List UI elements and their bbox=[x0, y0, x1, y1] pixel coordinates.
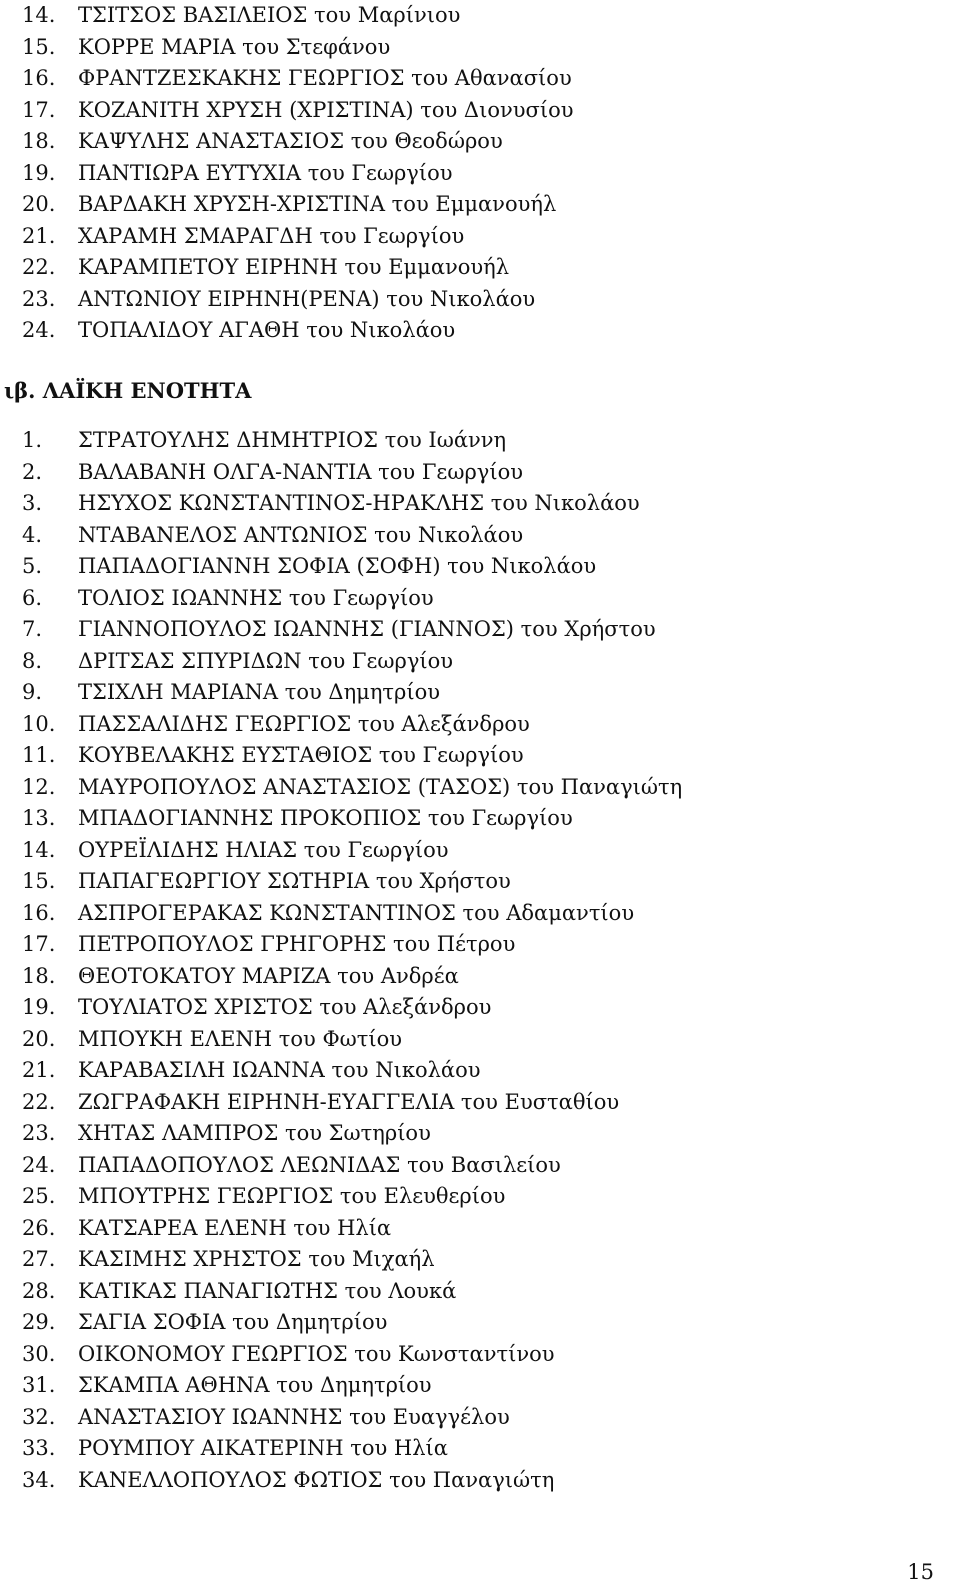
list-item bbox=[22, 221, 922, 253]
list-item bbox=[22, 1087, 922, 1119]
list-item bbox=[22, 1339, 922, 1371]
list-item-number: 24. bbox=[22, 318, 56, 342]
list-item-name: ΓΙΑΝΝΟΠΟΥΛΟΣ ΙΩΑΝΝΗΣ (ΓΙΑΝΝΟΣ) του Χρήστου bbox=[78, 617, 656, 641]
list-item-number: 16. bbox=[22, 900, 56, 925]
list-item-number: 21. bbox=[22, 223, 56, 248]
list-item bbox=[22, 583, 922, 615]
list-item bbox=[22, 992, 922, 1024]
list-item-number: 1. bbox=[22, 428, 43, 452]
list-item bbox=[22, 614, 922, 646]
list-item bbox=[22, 1307, 922, 1339]
list-item-number: 15. bbox=[22, 34, 56, 59]
list-item-name: ΗΣΥΧΟΣ ΚΩΝΣΤΑΝΤΙΝΟΣ-ΗΡΑΚΛΗΣ του Νικολάου bbox=[78, 491, 640, 515]
list-item-name: ΤΣΙΤΣΟΣ ΒΑΣΙΛΕΙΟΣ του Μαρίνιου bbox=[78, 3, 461, 27]
list-item bbox=[22, 740, 922, 772]
list-item bbox=[22, 1433, 922, 1465]
list-item-name: ΠΑΠΑΔΟΓΙΑΝΝΗ ΣΟΦΙΑ (ΣΟΦΗ) του Νικολάου bbox=[78, 554, 597, 578]
list-item bbox=[22, 1402, 922, 1434]
list-item-number: 13. bbox=[22, 806, 56, 830]
list-item bbox=[22, 835, 922, 867]
list-item-name: ΚΟΖΑΝΙΤΗ ΧΡΥΣΗ (ΧΡΙΣΤΙΝΑ) του Διονυσίου bbox=[78, 97, 574, 122]
list-item-number: 17. bbox=[22, 97, 56, 122]
list-item bbox=[22, 63, 922, 95]
candidate-list-previous-section bbox=[22, 0, 922, 347]
list-item-number: 14. bbox=[22, 3, 56, 27]
list-item-number: 2. bbox=[22, 459, 43, 484]
list-item bbox=[22, 457, 922, 489]
list-item bbox=[22, 95, 922, 127]
list-item-name: ΠΕΤΡΟΠΟΥΛΟΣ ΓΡΗΓΟΡΗΣ του Πέτρου bbox=[78, 932, 516, 956]
list-item-number: 20. bbox=[22, 192, 56, 216]
list-item-name: ΔΡΙΤΣΑΣ ΣΠΥΡΙΔΩΝ του Γεωργίου bbox=[78, 648, 454, 673]
list-item bbox=[22, 929, 922, 961]
list-item-name: ΜΠΟΥΤΡΗΣ ΓΕΩΡΓΙΟΣ του Ελευθερίου bbox=[78, 1184, 506, 1208]
list-item-name: ΜΠΟΥΚΗ ΕΛΕΝΗ του Φωτίου bbox=[78, 1026, 403, 1051]
list-item bbox=[22, 1118, 922, 1150]
list-item bbox=[22, 1213, 922, 1245]
list-item-number: 30. bbox=[22, 1341, 56, 1366]
list-item bbox=[22, 0, 922, 32]
list-item-name: ΣΚΑΜΠΑ ΑΘΗΝΑ του Δημητρίου bbox=[78, 1373, 432, 1397]
list-item bbox=[22, 126, 922, 158]
list-item bbox=[22, 898, 922, 930]
list-item-name: ΚΑΡΑΒΑΣΙΛΗ ΙΩΑΝΝΑ του Νικολάου bbox=[78, 1058, 481, 1082]
list-item-number: 14. bbox=[22, 837, 56, 862]
list-item-number: 16. bbox=[22, 66, 56, 90]
list-item bbox=[22, 252, 922, 284]
list-item bbox=[22, 866, 922, 898]
list-item-name: ΠΑΠΑΓΕΩΡΓΙΟΥ ΣΩΤΗΡΙΑ του Χρήστου bbox=[78, 869, 511, 893]
list-item-name: ΚΟΥΒΕΛΑΚΗΣ ΕΥΣΤΑΘΙΟΣ του Γεωργίου bbox=[78, 743, 524, 767]
list-item bbox=[22, 709, 922, 741]
list-item bbox=[22, 646, 922, 678]
list-item-name: ΑΝΤΩΝΙΟΥ ΕΙΡΗΝΗ(ΡΕΝΑ) του Νικολάου bbox=[78, 286, 536, 311]
list-item bbox=[22, 1181, 922, 1213]
list-item-number: 29. bbox=[22, 1310, 56, 1334]
list-item-number: 23. bbox=[22, 1121, 56, 1145]
list-item bbox=[22, 284, 922, 316]
list-item-number: 3. bbox=[22, 491, 43, 515]
list-item-name: ΣΑΓΙΑ ΣΟΦΙΑ του Δημητρίου bbox=[78, 1310, 388, 1334]
list-item-name: ΑΣΠΡΟΓΕΡΑΚΑΣ ΚΩΝΣΤΑΝΤΙΝΟΣ του Αδαμαντίου bbox=[78, 900, 635, 925]
list-item bbox=[22, 315, 922, 347]
list-item-number: 19. bbox=[22, 995, 56, 1019]
list-item bbox=[22, 520, 922, 552]
list-item-number: 6. bbox=[22, 585, 43, 610]
list-item bbox=[22, 803, 922, 835]
list-item-name: ΠΑΠΑΔΟΠΟΥΛΟΣ ΛΕΩΝΙΔΑΣ του Βασιλείου bbox=[78, 1152, 561, 1177]
list-item-name: ΖΩΓΡΑΦΑΚΗ ΕΙΡΗΝΗ-ΕΥΑΓΓΕΛΙΑ του Ευσταθίου bbox=[78, 1089, 620, 1114]
list-item bbox=[22, 189, 922, 221]
list-item-name: ΒΑΡΔΑΚΗ ΧΡΥΣΗ-ΧΡΙΣΤΙΝΑ του Εμμανουήλ bbox=[78, 192, 557, 216]
list-item-name: ΣΤΡΑΤΟΥΛΗΣ ΔΗΜΗΤΡΙΟΣ του Ιωάννη bbox=[78, 428, 507, 452]
list-item-number: 8. bbox=[22, 648, 43, 673]
list-item-number: 20. bbox=[22, 1026, 56, 1051]
list-item-name: ΧΗΤΑΣ ΛΑΜΠΡΟΣ του Σωτηρίου bbox=[78, 1121, 431, 1145]
list-item bbox=[22, 677, 922, 709]
list-item-name: ΤΟΥΛΙΑΤΟΣ ΧΡΙΣΤΟΣ του Αλεξάνδρου bbox=[78, 995, 492, 1019]
list-item-name: ΚΑΨΥΛΗΣ ΑΝΑΣΤΑΣΙΟΣ του Θεοδώρου bbox=[78, 129, 503, 153]
list-item-number: 24. bbox=[22, 1152, 56, 1177]
list-item-number: 22. bbox=[22, 255, 56, 279]
list-item-name: ΜΑΥΡΟΠΟΥΛΟΣ ΑΝΑΣΤΑΣΙΟΣ (ΤΑΣΟΣ) του Παναγιώτη bbox=[78, 774, 683, 799]
list-item bbox=[22, 1465, 922, 1497]
list-item-name: ΤΣΙΧΛΗ ΜΑΡΙΑΝΑ του Δημητρίου bbox=[78, 680, 441, 704]
list-item-name: ΡΟΥΜΠΟΥ ΑΙΚΑΤΕΡΙΝΗ του Ηλία bbox=[78, 1436, 448, 1460]
list-item-name: ΚΑΝΕΛΛΟΠΟΥΛΟΣ ΦΩΤΙΟΣ του Παναγιώτη bbox=[78, 1467, 555, 1492]
list-item-number: 26. bbox=[22, 1215, 56, 1240]
list-item-number: 4. bbox=[22, 522, 43, 547]
list-item-number: 34. bbox=[22, 1467, 56, 1492]
list-item-name: ΝΤΑΒΑΝΕΛΟΣ ΑΝΤΩΝΙΟΣ του Νικολάου bbox=[78, 522, 524, 547]
list-item-name: ΚΑΤΙΚΑΣ ΠΑΝΑΓΙΩΤΗΣ του Λουκά bbox=[78, 1278, 457, 1303]
list-item-number: 10. bbox=[22, 711, 56, 736]
list-item bbox=[22, 1055, 922, 1087]
list-item-number: 15. bbox=[22, 869, 56, 893]
list-item bbox=[22, 32, 922, 64]
list-item-number: 23. bbox=[22, 286, 56, 311]
list-item-number: 28. bbox=[22, 1278, 56, 1303]
list-item-number: 27. bbox=[22, 1247, 56, 1271]
list-item-number: 7. bbox=[22, 617, 43, 641]
list-item bbox=[22, 488, 922, 520]
list-item-number: 18. bbox=[22, 963, 56, 988]
list-item-number: 21. bbox=[22, 1058, 56, 1082]
list-item-name: ΟΥΡΕΪΛΙΔΗΣ ΗΛΙΑΣ του Γεωργίου bbox=[78, 837, 449, 862]
list-item-number: 19. bbox=[22, 160, 56, 185]
list-item bbox=[22, 1276, 922, 1308]
list-item bbox=[22, 1024, 922, 1056]
list-item bbox=[22, 961, 922, 993]
list-item-number: 12. bbox=[22, 774, 56, 799]
list-item-name: ΚΑΤΣΑΡΕΑ ΕΛΕΝΗ του Ηλία bbox=[78, 1215, 392, 1240]
list-item-number: 9. bbox=[22, 680, 43, 704]
list-item bbox=[22, 551, 922, 583]
list-item-name: ΚΟΡΡΕ ΜΑΡΙΑ του Στεφάνου bbox=[78, 34, 391, 59]
list-item-number: 31. bbox=[22, 1373, 56, 1397]
list-item-number: 25. bbox=[22, 1184, 56, 1208]
list-item-number: 22. bbox=[22, 1089, 56, 1114]
list-item-name: ΧΑΡΑΜΗ ΣΜΑΡΑΓΔΗ του Γεωργίου bbox=[78, 223, 465, 248]
list-item-number: 33. bbox=[22, 1436, 56, 1460]
list-item bbox=[22, 158, 922, 190]
list-item-number: 18. bbox=[22, 129, 56, 153]
list-item-name: ΘΕΟΤΟΚΑΤΟΥ ΜΑΡΙΖΑ του Ανδρέα bbox=[78, 963, 459, 988]
list-item-name: ΠΑΣΣΑΛΙΔΗΣ ΓΕΩΡΓΙΟΣ του Αλεξάνδρου bbox=[78, 711, 530, 736]
list-item-name: ΤΟΠΑΛΙΔΟΥ ΑΓΑΘΗ του Νικολάου bbox=[78, 318, 456, 342]
list-item-name: ΒΑΛΑΒΑΝΗ ΟΛΓΑ-ΝΑΝΤΙΑ του Γεωργίου bbox=[78, 459, 523, 484]
list-item-name: ΑΝΑΣΤΑΣΙΟΥ ΙΩΑΝΝΗΣ του Ευαγγέλου bbox=[78, 1404, 510, 1429]
list-item bbox=[22, 772, 922, 804]
list-item bbox=[22, 1370, 922, 1402]
list-item-name: ΚΑΣΙΜΗΣ ΧΡΗΣΤΟΣ του Μιχαήλ bbox=[78, 1247, 435, 1271]
list-item bbox=[22, 1244, 922, 1276]
section-heading: ιβ. ΛΑΪΚΗ ΕΝΟΤΗΤΑ bbox=[4, 378, 252, 403]
list-item-number: 5. bbox=[22, 554, 43, 578]
page-number: 15 bbox=[907, 1560, 934, 1584]
list-item-number: 11. bbox=[22, 743, 56, 767]
list-item-name: ΤΟΛΙΟΣ ΙΩΑΝΝΗΣ του Γεωργίου bbox=[78, 585, 434, 610]
list-item-name: ΜΠΑΔΟΓΙΑΝΝΗΣ ΠΡΟΚΟΠΙΟΣ του Γεωργίου bbox=[78, 806, 573, 830]
list-item bbox=[22, 425, 922, 457]
list-item-name: ΟΙΚΟΝΟΜΟΥ ΓΕΩΡΓΙΟΣ του Κωνσταντίνου bbox=[78, 1341, 555, 1366]
list-item-name: ΚΑΡΑΜΠΕΤΟΥ ΕΙΡΗΝΗ του Εμμανουήλ bbox=[78, 255, 510, 279]
list-item-number: 32. bbox=[22, 1404, 56, 1429]
list-item bbox=[22, 1150, 922, 1182]
list-item-name: ΦΡΑΝΤΖΕΣΚΑΚΗΣ ΓΕΩΡΓΙΟΣ του Αθανασίου bbox=[78, 66, 572, 90]
candidate-list-laiki-enotita bbox=[22, 425, 922, 1496]
list-item-name: ΠΑΝΤΙΩΡΑ ΕΥΤΥΧΙΑ του Γεωργίου bbox=[78, 160, 453, 185]
list-item-number: 17. bbox=[22, 932, 56, 956]
